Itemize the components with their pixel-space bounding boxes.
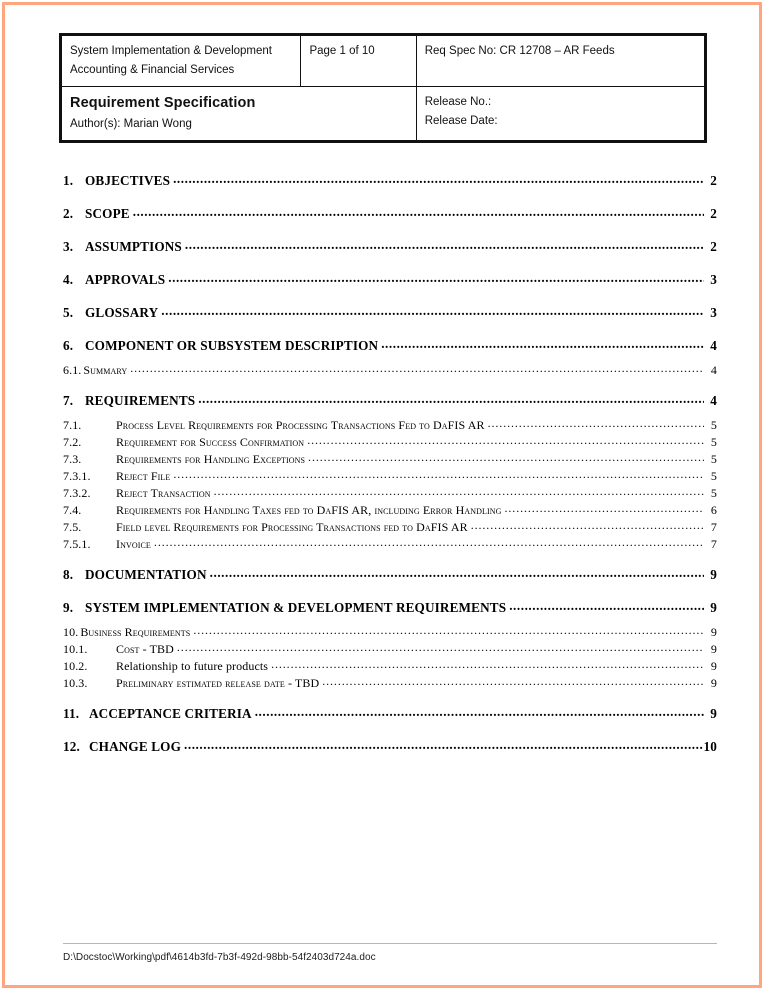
toc-entry-title: Field level Requirements for Processing Transactions fed to DaFIS AR xyxy=(116,520,468,534)
toc-entry[interactable] xyxy=(63,239,717,255)
toc-entry-page-number: 5 xyxy=(710,452,717,466)
toc-entry-number: 10.1. xyxy=(63,642,88,656)
toc-entry[interactable] xyxy=(63,469,717,484)
toc-entry[interactable] xyxy=(63,567,717,583)
header-cell-release-info xyxy=(416,87,705,142)
toc-entry-title: Requirements for Handling Taxes fed to DaFIS AR, including Error Handling xyxy=(116,503,502,517)
toc-entry-title: Reject File xyxy=(116,469,171,483)
footer-file-path: D:\Docstoc\Working\pdf\4614b3fd-7b3f-492d-98bb-54f2403d724a.doc xyxy=(63,952,376,963)
toc-leader-dots xyxy=(214,484,704,499)
toc-entry-page-number: 4 xyxy=(710,338,717,353)
toc-leader-dots xyxy=(185,237,704,253)
toc-entry-title: Requirements for Handling Exceptions xyxy=(116,452,306,466)
toc-entry-title: Invoice xyxy=(116,537,151,551)
toc-entry-number: 5. xyxy=(63,305,74,320)
toc-entry[interactable] xyxy=(63,435,717,450)
toc-leader-dots xyxy=(381,336,704,352)
toc-entry[interactable] xyxy=(63,363,717,378)
header-cell-page-indicator: Page 1 of 10 xyxy=(301,35,416,87)
toc-entry-title: GLOSSARY xyxy=(85,305,159,320)
toc-entry-number: 7.1. xyxy=(63,418,82,432)
release-date-label: Release Date: xyxy=(424,114,498,127)
toc-entry-number: 12. xyxy=(63,739,80,754)
toc-entry[interactable] xyxy=(63,452,717,467)
toc-entry-page-number: 6 xyxy=(710,503,717,517)
toc-entry[interactable] xyxy=(63,706,717,722)
toc-leader-dots xyxy=(308,450,704,465)
toc-entry-title: Requirement for Success Confirmation xyxy=(116,435,305,449)
toc-entry-page-number: 5 xyxy=(710,418,717,432)
toc-entry-title: Business Requirements xyxy=(80,625,191,639)
toc-entry[interactable] xyxy=(63,642,717,657)
toc-entry-page-number: 9 xyxy=(710,659,717,673)
toc-entry-page-number: 4 xyxy=(710,393,717,408)
toc-entry-page-number: 5 xyxy=(710,486,717,500)
toc-entry-page-number: 7 xyxy=(710,520,717,534)
toc-entry-title: COMPONENT OR SUBSYSTEM DESCRIPTION xyxy=(85,338,379,353)
toc-entry-number: 1. xyxy=(63,173,74,188)
toc-entry-title: Reject Transaction xyxy=(116,486,211,500)
toc-entry-page-number: 9 xyxy=(710,567,717,582)
organization-line-2: Accounting & Financial Services xyxy=(70,63,235,76)
toc-entry[interactable] xyxy=(63,600,717,616)
toc-entry[interactable] xyxy=(63,272,717,288)
toc-entry[interactable] xyxy=(63,173,717,189)
toc-entry-number: 7. xyxy=(63,393,74,408)
toc-entry-number: 4. xyxy=(63,272,74,287)
toc-entry-number: 7.4. xyxy=(63,503,82,517)
toc-entry-title: ACCEPTANCE CRITERIA xyxy=(89,706,252,721)
toc-entry-number: 11. xyxy=(63,706,80,721)
toc-entry-number: 9. xyxy=(63,600,74,615)
toc-entry-number: 7.5.1. xyxy=(63,537,91,551)
toc-entry-page-number: 3 xyxy=(710,272,717,287)
organization-line-1: System Implementation & Development xyxy=(70,45,272,57)
toc-entry-title: SYSTEM IMPLEMENTATION & DEVELOPMENT REQUIREMENTS xyxy=(85,600,507,615)
toc-entry-title: Summary xyxy=(83,363,128,377)
page-sheet xyxy=(5,5,763,989)
toc-entry[interactable] xyxy=(63,338,717,354)
toc-leader-dots xyxy=(255,704,704,720)
toc-leader-dots xyxy=(505,501,705,516)
toc-leader-dots xyxy=(130,361,704,376)
toc-entry[interactable] xyxy=(63,418,717,433)
toc-entry[interactable] xyxy=(63,520,717,535)
toc-entry[interactable] xyxy=(63,305,717,321)
toc-entry-title: CHANGE LOG xyxy=(89,739,181,754)
toc-entry-title: Cost - TBD xyxy=(116,642,174,656)
toc-leader-dots xyxy=(509,598,704,614)
toc-leader-dots xyxy=(184,737,703,753)
toc-entry-number: 6. xyxy=(63,338,74,353)
toc-entry-page-number: 9 xyxy=(710,642,717,656)
toc-entry-title: Relationship to future products xyxy=(116,659,269,673)
toc-leader-dots xyxy=(471,518,704,533)
toc-entry-title: SCOPE xyxy=(85,206,130,221)
document-authors: Author(s): Marian Wong xyxy=(70,118,192,130)
toc-entry-page-number: 2 xyxy=(710,239,717,254)
toc-entry-title: ASSUMPTIONS xyxy=(85,239,182,254)
toc-entry-number: 3. xyxy=(63,239,74,254)
toc-entry[interactable] xyxy=(63,739,717,755)
toc-leader-dots xyxy=(488,416,704,431)
toc-entry-title: DOCUMENTATION xyxy=(85,567,207,582)
toc-entry-page-number: 9 xyxy=(710,625,717,639)
header-row-identification xyxy=(61,35,706,87)
toc-leader-dots xyxy=(161,303,704,319)
toc-entry-page-number: 3 xyxy=(710,305,717,320)
toc-leader-dots xyxy=(154,535,704,550)
toc-entry-number: 7.5. xyxy=(63,520,82,534)
toc-entry[interactable] xyxy=(63,659,717,674)
toc-entry-number: 8. xyxy=(63,567,74,582)
toc-entry-title: Process Level Requirements for Processing Transactions Fed to DaFIS AR xyxy=(116,418,485,432)
toc-entry-number: 10. xyxy=(63,625,79,639)
toc-leader-dots xyxy=(271,657,704,672)
toc-entry-page-number: 7 xyxy=(710,537,717,551)
header-cell-req-spec-no: Req Spec No: CR 12708 – AR Feeds xyxy=(416,35,705,87)
toc-entry-number: 10.3. xyxy=(63,676,88,690)
toc-leader-dots xyxy=(177,640,704,655)
footer-divider xyxy=(63,943,717,944)
toc-entry[interactable] xyxy=(63,393,717,409)
toc-leader-dots xyxy=(173,171,704,187)
toc-entry-number: 7.3. xyxy=(63,452,82,466)
toc-entry-number: 7.3.2. xyxy=(63,486,91,500)
header-cell-title xyxy=(61,87,417,142)
release-no-label: Release No.: xyxy=(424,96,492,109)
toc-entry-page-number: 9 xyxy=(710,706,717,721)
toc-entry[interactable] xyxy=(63,676,717,691)
header-row-title xyxy=(61,87,706,142)
toc-leader-dots xyxy=(168,270,704,286)
toc-entry-page-number: 4 xyxy=(710,363,717,377)
table-of-contents xyxy=(63,173,717,772)
toc-entry[interactable] xyxy=(63,486,717,501)
toc-entry-title: REQUIREMENTS xyxy=(85,393,196,408)
toc-entry-title: APPROVALS xyxy=(85,272,166,287)
toc-entry-number: 7.2. xyxy=(63,435,82,449)
toc-entry-page-number: 9 xyxy=(710,600,717,615)
toc-entry-page-number: 2 xyxy=(710,173,717,188)
toc-entry-number: 7.3.1. xyxy=(63,469,91,483)
toc-entry[interactable] xyxy=(63,206,717,222)
toc-leader-dots xyxy=(173,467,704,482)
document-header-table xyxy=(59,33,707,143)
toc-leader-dots xyxy=(133,204,704,220)
toc-entry-page-number: 5 xyxy=(710,469,717,483)
toc-entry-page-number: 9 xyxy=(710,676,717,690)
toc-entry-page-number: 5 xyxy=(710,435,717,449)
document-title: Requirement Specification xyxy=(70,95,256,112)
toc-leader-dots xyxy=(193,623,704,638)
toc-leader-dots xyxy=(322,674,704,689)
toc-leader-dots xyxy=(198,391,704,407)
toc-entry-title: OBJECTIVES xyxy=(85,173,171,188)
toc-leader-dots xyxy=(307,433,704,448)
toc-entry[interactable] xyxy=(63,537,717,552)
toc-leader-dots xyxy=(210,565,704,581)
toc-entry-page-number: 2 xyxy=(710,206,717,221)
header-cell-organization xyxy=(61,35,301,87)
toc-entry-title: Preliminary estimated release date - TBD xyxy=(116,676,320,690)
toc-entry[interactable] xyxy=(63,625,717,640)
toc-entry-number: 6.1. xyxy=(63,363,82,377)
toc-entry[interactable] xyxy=(63,503,717,518)
toc-entry-number: 10.2. xyxy=(63,659,88,673)
toc-entry-page-number: 10 xyxy=(703,739,717,754)
toc-entry-number: 2. xyxy=(63,206,74,221)
